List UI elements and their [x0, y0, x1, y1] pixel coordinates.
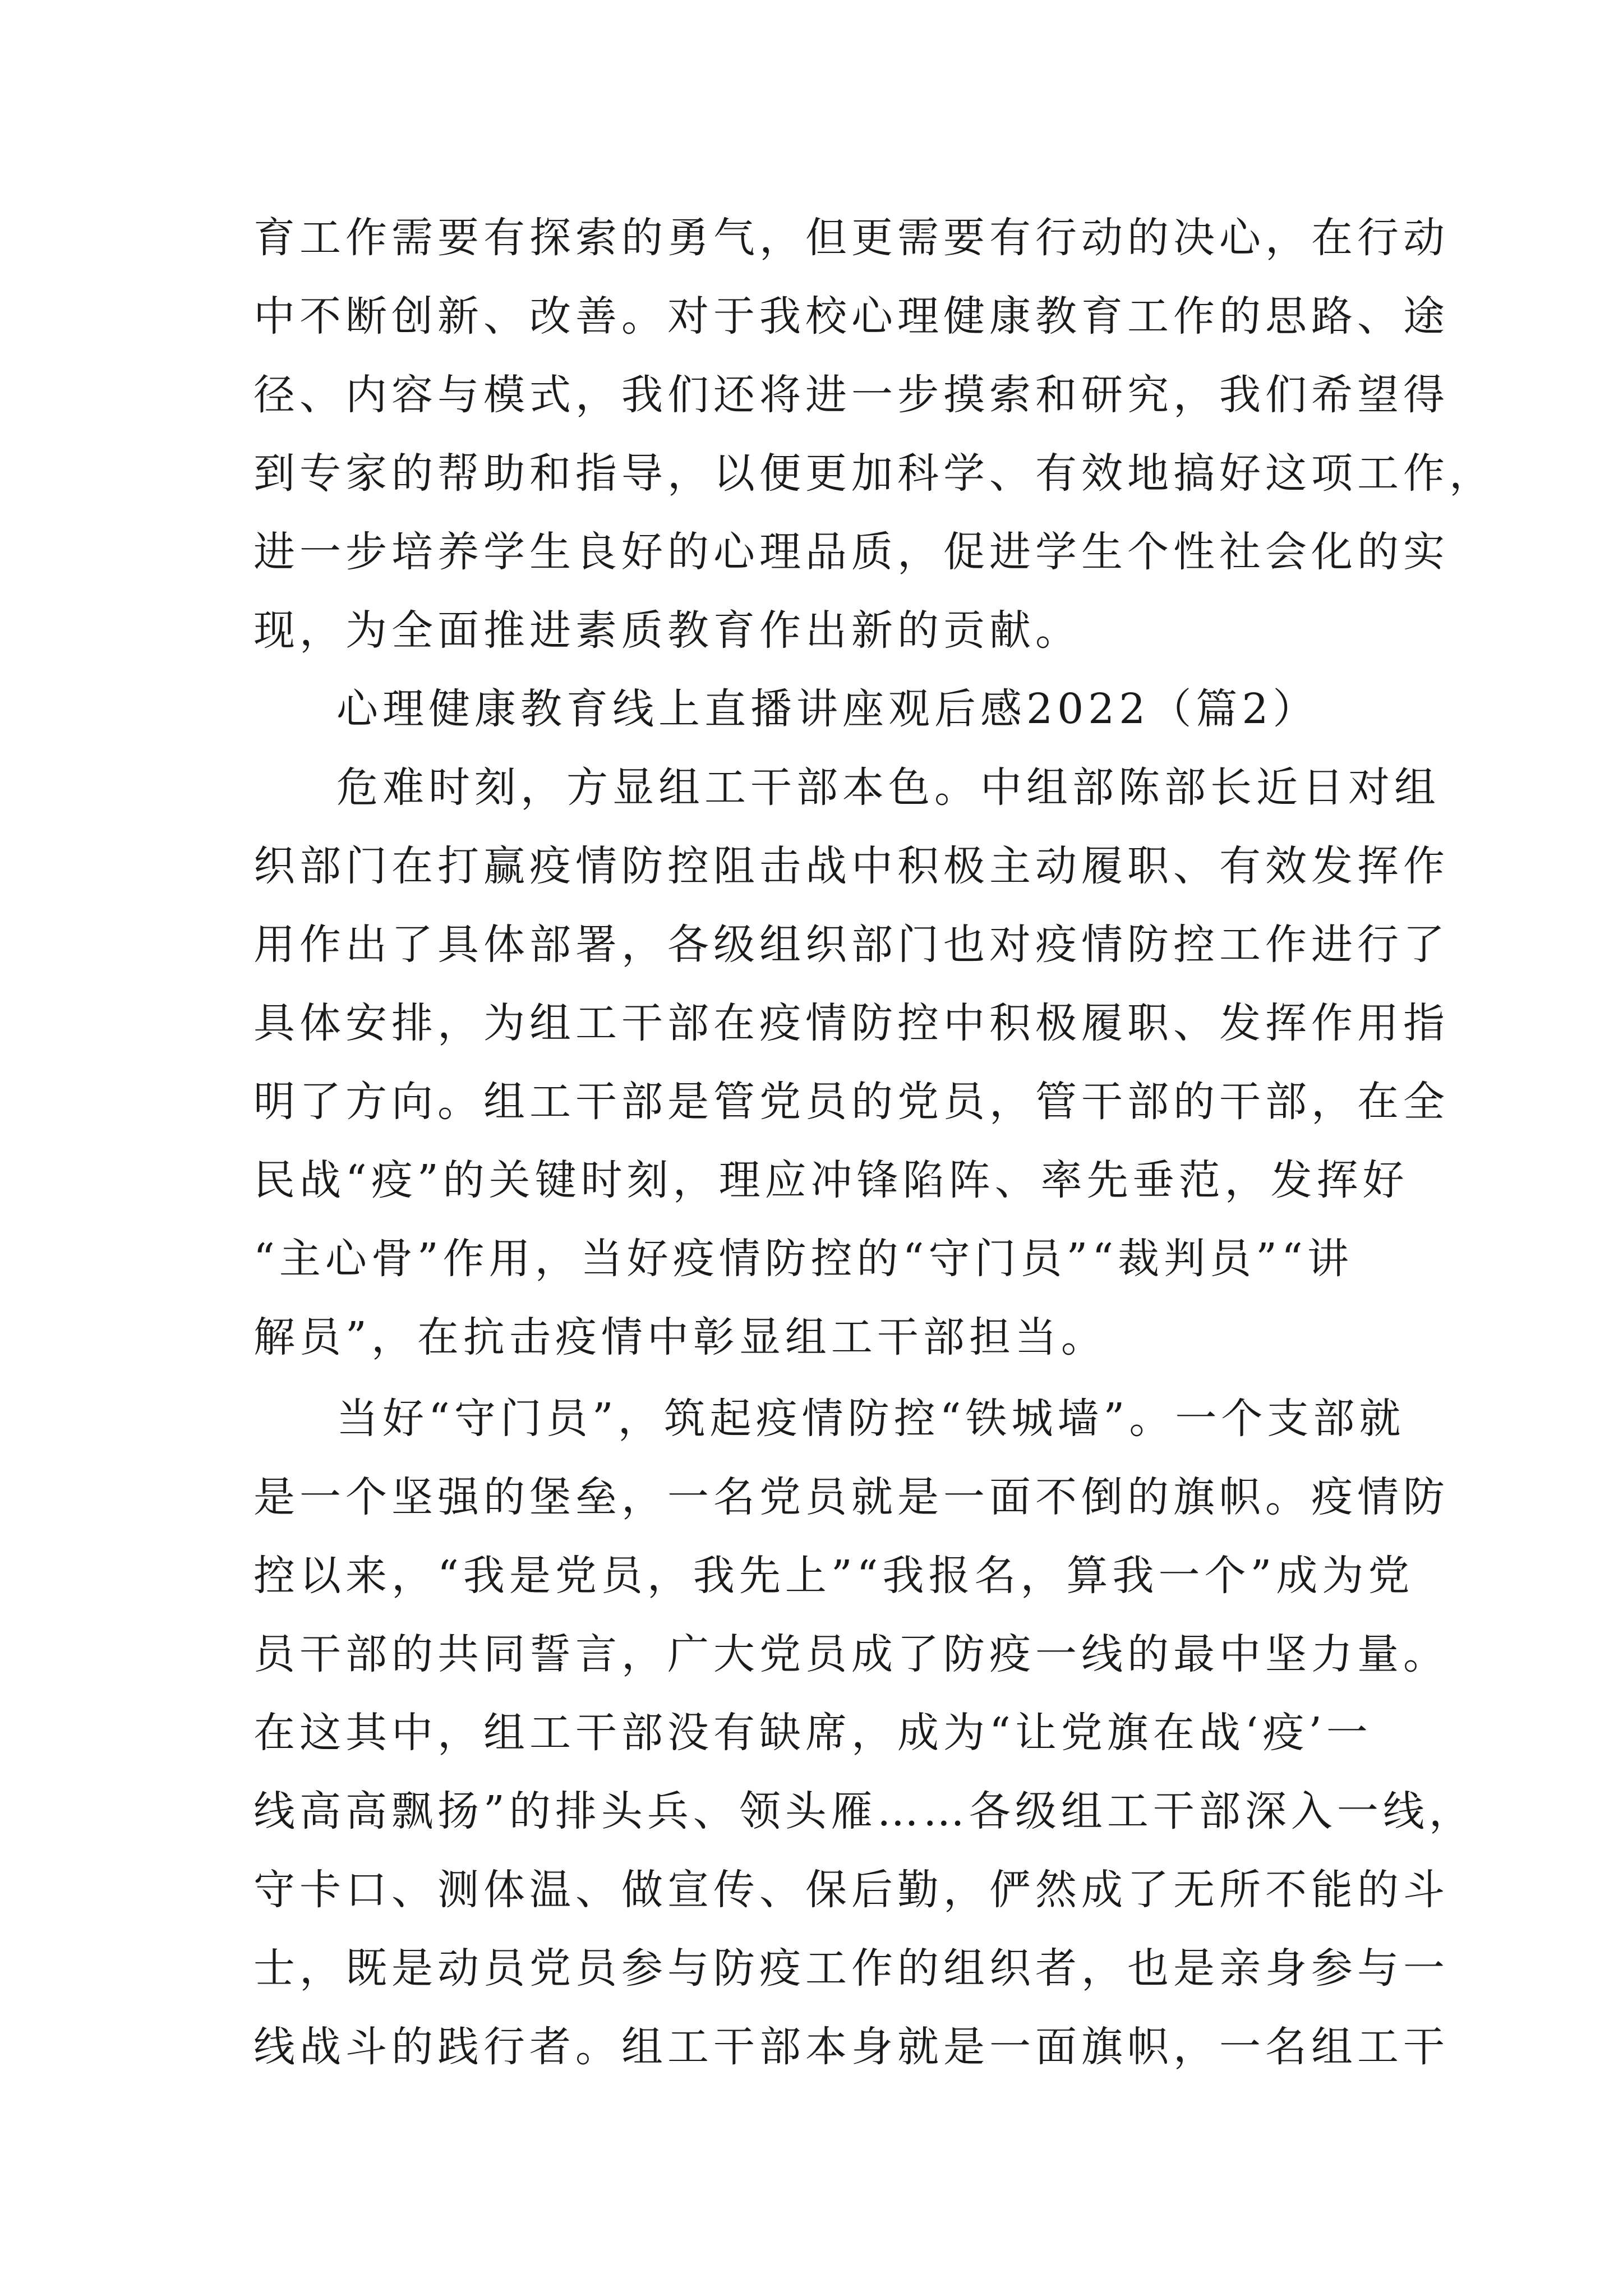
paragraph-line: 用作出了具体部署，各级组织部门也对疫情防控工作进行了	[253, 921, 1449, 969]
paragraph-line: 控以来，“我是党员，我先上”“我报名，算我一个”成为党	[253, 1552, 1414, 1600]
paragraph-line: 进一步培养学生良好的心理品质，促进学生个性社会化的实	[253, 528, 1449, 576]
paragraph-line: 具体安排，为组工干部在疫情防控中积极履职、发挥作用指	[253, 999, 1449, 1047]
paragraph-line: 育工作需要有探索的勇气，但更需要有行动的决心，在行动	[253, 214, 1449, 262]
paragraph-line: 在这其中，组工干部没有缺席，成为“让党旗在战‘疫’一	[253, 1709, 1372, 1757]
paragraph-line: 线战斗的践行者。组工干部本身就是一面旗帜，一名组工干	[253, 2023, 1449, 2071]
paragraph-line: 线高高飘扬”的排头兵、领头雁……各级组工干部深入一线，	[253, 1787, 1475, 1835]
paragraph-line: 中不断创新、改善。对于我校心理健康教育工作的思路、途	[253, 292, 1449, 341]
paragraph-line: 织部门在打赢疫情防控阻击战中积极主动履职、有效发挥作	[253, 842, 1449, 890]
paragraph-line: 是一个坚强的堡垒，一名党员就是一面不倒的旗帜。疫情防	[253, 1473, 1449, 1521]
paragraph-line: 明了方向。组工干部是管党员的党员，管干部的干部，在全	[253, 1078, 1449, 1126]
paragraph-line: 民战“疫”的关键时刻，理应冲锋陷阵、率先垂范，发挥好	[253, 1156, 1409, 1204]
paragraph-line: 士，既是动员党员参与防疫工作的组织者，也是亲身参与一	[253, 1944, 1449, 1993]
paragraph-line: 员干部的共同誓言，广大党员成了防疫一线的最中坚力量。	[253, 1630, 1449, 1678]
paragraph-line: 径、内容与模式，我们还将进一步摸索和研究，我们希望得	[253, 371, 1449, 419]
paragraph-line: “主心骨”作用，当好疫情防控的“守门员”“裁判员”“讲	[253, 1235, 1353, 1283]
paragraph-line: 守卡口、测体温、做宣传、保后勤，俨然成了无所不能的斗	[253, 1866, 1449, 1914]
section-heading: 心理健康教育线上直播讲座观后感2022（篇2）	[336, 685, 1319, 733]
paragraph-line: 当好“守门员”，筑起疫情防控“铁城墙”。一个支部就	[336, 1395, 1405, 1443]
paragraph-line: 到专家的帮助和指导，以便更加科学、有效地搞好这项工作，	[253, 449, 1495, 498]
paragraph-line: 现，为全面推进素质教育作出新的贡献。	[253, 606, 1081, 655]
paragraph-line: 危难时刻，方显组工干部本色。中组部陈部长近日对组	[336, 763, 1440, 812]
paragraph-line: 解员”，在抗击疫情中彰显组工干部担当。	[253, 1313, 1107, 1361]
